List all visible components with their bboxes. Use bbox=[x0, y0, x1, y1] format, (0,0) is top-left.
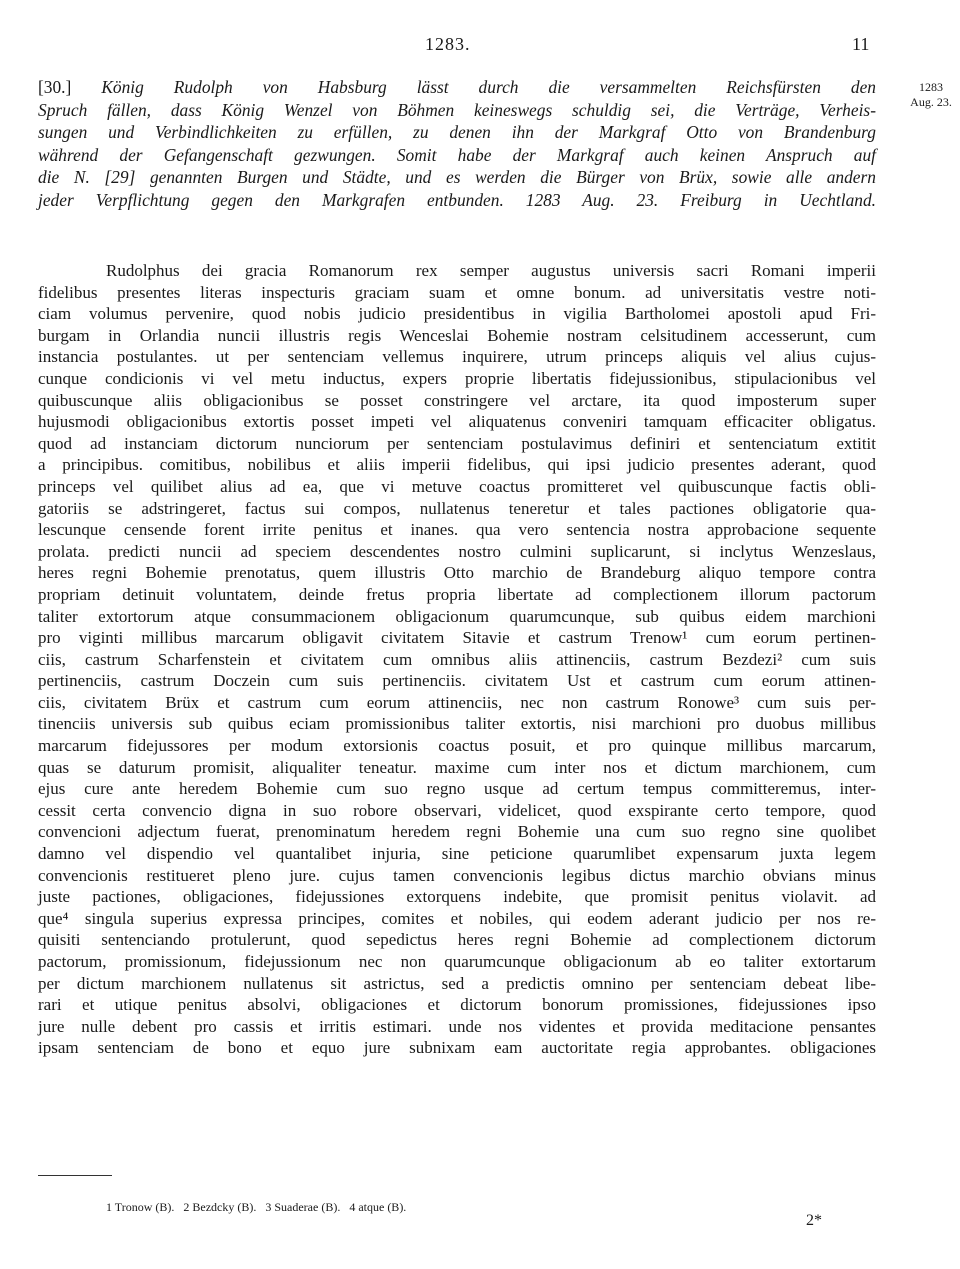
regest-line: die N. [29] genannten Burgen und Städte, und es werden die Bürger von Brüx, sowie alle andern bbox=[38, 167, 876, 188]
page-number: 11 bbox=[852, 34, 870, 54]
text-line: pertinenciis, castrum Doczein cum suis pertinenciis. civitatem Ust et castrum cum eorum attinen- bbox=[38, 671, 876, 691]
regest-line: während der Gefangenschaft gezwungen. Somit habe der Markgraf auch keinen Anspruch auf bbox=[38, 144, 876, 165]
signature-mark: 2* bbox=[806, 1212, 822, 1229]
text-line: lescunque censende forent irrite penitus et inanes. qua vero sentencia nostra approbacione sequente bbox=[38, 520, 876, 540]
text-line: a principibus. comitibus, nobilibus et aliis imperii fidelibus, qui ipsi judicio presentes aderant, quod bbox=[38, 455, 876, 475]
text-line: cunque condicionis vi vel metu inductus, expers proprie libertatis fidejussionibus, stipulacionibus vel bbox=[38, 368, 876, 388]
margin-date: Aug. 23. bbox=[910, 95, 952, 109]
regest-summary bbox=[38, 76, 876, 212]
text-line: ipsam sentenciam de bono et equo jure subnixam eam auctoritate regia approbantes. obligaciones bbox=[38, 1038, 876, 1058]
footnotes bbox=[106, 1200, 412, 1215]
text-line: heres regni Bohemie prenotatus, quem illustris Otto marchio de Brandeburg aliquo tempore contra bbox=[38, 563, 876, 583]
text-line: per dictum marchionem nullatenus sit astrictus, sed a predictis omnino per sentenciam debeat libe- bbox=[38, 973, 876, 993]
text-line: rari et utique penitus absolvi, obligaciones et dictorum bonorum promissiones, fidejussiones ipso bbox=[38, 995, 876, 1015]
regest-line: jeder Verpflichtung gegen den Markgrafen entbunden. 1283 Aug. 23. Freiburg in Uechtland. bbox=[38, 189, 876, 210]
text-line: ciam volumus pervenire, quod nobis judicio presidentibus in vigilia Bartholomei apostoli apud Fri- bbox=[38, 304, 876, 324]
text-line: prolata. predicti nuncii ad speciem descendentes nostro culmini suplicarunt, si inclytus Wenzeslaus, bbox=[38, 541, 876, 561]
text-line: propriam detinuit voluntatem, deinde fretus propria libertate ad complectionem illorum pactorum bbox=[38, 584, 876, 604]
text-line: tinenciis universis sub quibus eciam promissionibus taliter extortis, nisi marchioni pro duobus millibus bbox=[38, 714, 876, 734]
charter-text bbox=[38, 260, 876, 1059]
text-line: que⁴ singula superius expressa principes, comites et nobiles, qui eodem aderant judicio per nos re- bbox=[38, 908, 876, 928]
text-line: fidelibus presentes literas inspecturis graciam suam et omne bonum. ad universitatis vestre noti- bbox=[38, 282, 876, 302]
text-line: instancia postulantes. ut per sentenciam vellemus inquirere, utrum princeps aliquis vel alius cujus- bbox=[38, 347, 876, 367]
text-line: convencionis restitueret pleno jure. cujus tamen convencionis legibus dictus marchio obvians minus bbox=[38, 865, 876, 885]
text-line: ejus cure ante heredem Bohemie cum suo regno usque ad certum tempus committeremus, inter- bbox=[38, 779, 876, 799]
footnote: 4 atque (B). bbox=[349, 1200, 407, 1214]
regest-line-text: König Rudolph von Habsburg lässt durch die versammelten Reichsfürsten den bbox=[101, 77, 876, 97]
footnote: 2 Bezdcky (B). bbox=[183, 1200, 257, 1214]
regest-line bbox=[38, 76, 876, 99]
footnote: 1 Tronow (B). bbox=[106, 1200, 175, 1214]
text-line: princeps vel quilibet alius ad ea, que vi metuve coactus promitteret vel quibuscunque factis obli- bbox=[38, 476, 876, 496]
footnote-divider bbox=[38, 1175, 112, 1176]
text-line: quod ad instanciam dictorum nunciorum per sentenciam postulavimus definiri et sentenciatum extitit bbox=[38, 433, 876, 453]
text-line: Rudolphus dei gracia Romanorum rex semper augustus universis sacri Romani imperii bbox=[106, 261, 876, 280]
footnote: 3 Suaderae (B). bbox=[265, 1200, 341, 1214]
text-line: quas se daturum promisit, aliqualiter teneatur. maxime cum inter nos et dictum marchionem, cum bbox=[38, 757, 876, 777]
header-year: 1283. bbox=[425, 34, 471, 54]
text-line: quibuscunque aliis obligacionibus se posset constringere vel arctare, ita quod imposterum super bbox=[38, 390, 876, 410]
regest-number: [30.] bbox=[38, 77, 72, 97]
text-line: quisiti sentenciando protulerunt, quod sepedictus heres regni Bohemie ad complectionem dictorum bbox=[38, 930, 876, 950]
margin-year: 1283 bbox=[919, 80, 943, 94]
running-head bbox=[0, 34, 960, 58]
text-line: ciis, castrum Scharfenstein et civitatem cum omnibus aliis attinenciis, castrum Bezdezi² cum suis bbox=[38, 649, 876, 669]
text-line: pro viginti millibus marcarum obligavit civitatem Sitavie et castrum Trenow¹ cum eorum pertinen- bbox=[38, 628, 876, 648]
text-line: ciis, civitatem Brüx et castrum cum eorum attinenciis, nec non castrum Ronowe³ cum suis per- bbox=[38, 692, 876, 712]
text-line: damno vel dispendio vel quantalibet injuria, sine peticione quarumlibet expensarum juxta legem bbox=[38, 844, 876, 864]
text-line: convencioni adjectum fuerat, prenominatum heredem regni Bohemie una cum suo regno sine quolibet bbox=[38, 822, 876, 842]
margin-date-note bbox=[906, 80, 956, 110]
text-line: burgam in Orlandia nuncii illustris regis Wenceslai Bohemie nostram celsitudinem accesserunt, cum bbox=[38, 325, 876, 345]
regest-line: sungen und Verbindlichkeiten zu erfüllen, zu denen ihn der Markgraf Otto von Brandenburg bbox=[38, 122, 876, 143]
text-line: taliter extortorum atque consummacionem obligacionum quarumcunque, sub quibus eidem marchioni bbox=[38, 606, 876, 626]
text-line: gatoriis se adstringeret, factus sui compos, nullatenus teneretur et tales pactiones obligatorie qua- bbox=[38, 498, 876, 518]
text-line: hujusmodi obligacionibus extortis posset impeti vel aliquatenus conveniri tamquam efficaciter obligatus. bbox=[38, 412, 876, 432]
text-line: pactorum, promissionum, fidejussionum nec non quarumcunque obligacionum ab eo taliter extortarum bbox=[38, 952, 876, 971]
text-line: marcarum fidejussores per modum extorsionis coactus posuit, et pro quinque millibus marcarum, bbox=[38, 736, 876, 756]
text-line: juste pactiones, obligaciones, fidejussiones extorquens indebite, que promisit penitus violavit. ad bbox=[38, 887, 876, 907]
text-line: jure nulle debent pro cassis et irritis estimari. unde nos videntes et provida meditacione pensantes bbox=[38, 1016, 876, 1036]
regest-line: Spruch fällen, dass König Wenzel von Böhmen keineswegs schuldig sei, die Verträge, Verheis- bbox=[38, 99, 876, 120]
text-line: cessit certa convencio digna in suo robore observari, videlicet, quod exspirante certo tempore, quod bbox=[38, 800, 876, 820]
